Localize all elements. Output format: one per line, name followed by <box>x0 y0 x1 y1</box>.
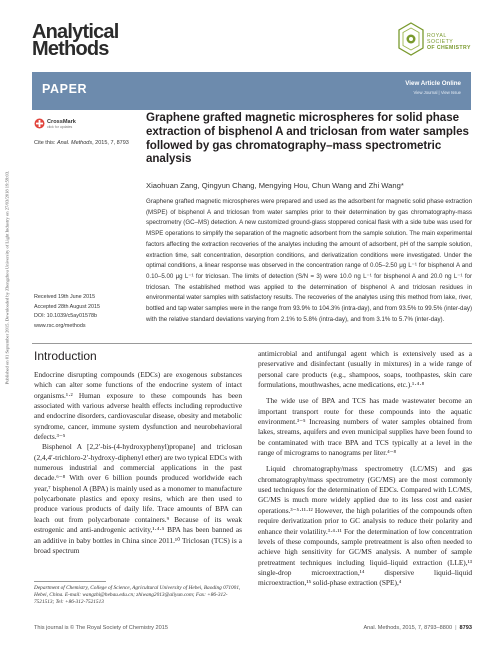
doi[interactable]: DOI: 10.1039/c5ay01578b <box>34 313 97 319</box>
article-title: Graphene grafted magnetic microspheres for solid phase extraction of bisphenol A and triclosan from water samples followed by gas chromatography–mass spectrometric analysis <box>146 111 469 166</box>
journal-title <box>32 21 182 60</box>
download-notice <box>1 80 11 480</box>
footer-citation: Anal. Methods, 2015, 7, 8793–8800 <box>363 625 453 631</box>
rsc-emblem-icon <box>398 22 424 56</box>
crossmark-subtext: click for updates <box>47 125 73 129</box>
footer-separator: | <box>455 625 457 631</box>
paragraph: Bisphenol A [2,2′-bis-(4-hydroxyphenyl)propane] and triclosan (2,4,4′-trichloro-2′-hydroxy-diphenyl ether) are two typical EDCs with numerous industrial and commercial applications in the past decade.⁶⁻⁸ With over 6 billion pounds produced worldwide each year,⁷ bisphenol A (BPA) is mainly used as a monomer to manufacture polycarbonate plastics and epoxy resins, which are then used to produce various products of daily life. Trace amounts of BPA can leach out from polycarbonate containers.⁹ Because of its weak estrogenic and anti-androgenic activity,¹·⁴·⁵ BPA has been banned as an additive in baby bottles in China since 2011.¹⁰ Triclosan (TCS) is a broad spectrum <box>34 442 242 555</box>
view-journal-issue-links[interactable]: View Journal | View Issue <box>413 90 461 95</box>
paragraph: antimicrobial and antifungal agent which is extensively used as a preservative and disinfectant (usually in mixtures) in a wide range of personal care products (e.g., shampoos, soaps, toothpastes, skin care formulations, mouthwashes, acne medications, etc.).¹·⁴·⁸ <box>258 349 472 390</box>
journal-title-line1: Analytical <box>32 21 119 43</box>
paragraph: Endocrine disrupting compounds (EDCs) are exogenous substances which can alter some functions of the endocrine system of intact organisms.¹·² Human exposure to these compounds has been associated with various adverse health effects including reproductive and endocrine disorders, cardiovascular disease, obesity and metabolic syndrome, cancer, immune system dysfunction and neurobehavioral defects.³⁻⁵ <box>34 370 242 442</box>
page-footer-citation <box>363 625 472 631</box>
author-list: Xiaohuan Zang, Qingyun Chang, Mengying Hou, Chun Wang and Zhi Wang* <box>146 181 404 190</box>
publisher-name-line2: OF CHEMISTRY <box>427 45 471 51</box>
citation-line <box>34 140 129 146</box>
accepted-date: Accepted 28th August 2015 <box>34 303 100 310</box>
publisher-name-line1: ROYAL SOCIETY <box>427 33 454 45</box>
section-heading-introduction: Introduction <box>34 349 97 363</box>
footnote-divider <box>34 581 106 582</box>
crossmark-label: CrossMark <box>47 119 76 125</box>
citation-volume: , 2015, 7, 8793 <box>92 140 129 146</box>
affiliation-footnote: Department of Chemistry, College of Science, Agricultural University of Hebei, Baoding 071001, Hebei, China. E-mail: wangzhi@hebau.edu.cn; zhiwang2013@aliyun.com; Fax: +86-312-7521513; Tel: +86-312-7521513 <box>34 585 241 606</box>
abstract: Graphene grafted magnetic microspheres were prepared and used as the adsorbent for magnetic solid phase extraction (MSPE) of bisphenol A and triclosan from water samples prior to their determination by gas chromatography-mass spectrometry (GC–MS) detection. A new customized ground-glass stoppered conical flask with a side tube was used for MSPE operations to simplify the separation of the magnetic adsorbent from the sample solution. The main experimental factors affecting the extraction recoveries of the analytes including the amount of adsorbent, pH of the sample solution, extraction time, salt concentration, desorption conditions, and derivatization conditions were investigated. Under the optimal conditions, a linear response was observed in the concentration range of 0.05–2.50 μg L⁻¹ for bisphenol A and 0.10–5.00 μg L⁻¹ for triclosan. The limits of detection (S/N = 3) were 10.0 ng L⁻¹ for bisphenol A and 20.0 ng L⁻¹ for triclosan. The established method was applied to the determination of bisphenol A and triclosan residues in environmental water samples with satisfactory results. The recoveries of the analytes using this method from lake, river, bottled and tap water samples were in the range from 93.9% to 104.3% (intra-day), and from 93.5% to 99.5% (inter-day) with the relative standard deviations varying from 2.1% to 5.8% (intra-day), and from 3.1% to 5.7% (inter-day). <box>146 198 472 323</box>
crossmark-icon <box>34 118 45 129</box>
article-type-banner <box>32 72 471 110</box>
body-column-left <box>34 349 242 556</box>
journal-title-line2: Methods <box>32 38 109 60</box>
paragraph: The wide use of BPA and TCS has made wastewater become an important transport route for these compounds into the aquatic environment.³⁻⁵ Increasing numbers of water samples obtained from lakes, streams, aquifers and even municipal supplies have been found to be contaminated with trace BPA and TCS typically at a level in the range of micrograms to nanograms per liter.⁴⁻⁸ <box>258 396 472 458</box>
copyright-notice: This journal is © The Royal Society of Chemistry 2015 <box>34 625 168 631</box>
citation-journal: Anal. Methods <box>56 140 93 146</box>
body-column-right <box>258 349 472 589</box>
paragraph: Liquid chromatography/mass spectrometry (LC/MS) and gas chromatography/mass spectrometry (GC/MS) are the most commonly used techniques for the determination of EDCs. Compared with LC/MS, GC/MS is much more widely applied due to its less cost and easier operations.³⁻⁵·¹¹·¹² However, the high polarities of the compounds often require derivatization prior to GC analysis to reduce their polarity and enhance their volatility.³·⁴·¹¹ For the determination of low concentration levels of these compounds, sample pretreatment is also often needed to achieve high sensitivity for GC/MS analysis. A number of sample pretreatment techniques including liquid–liquid extraction (LLE),¹³ single-drop microextraction,¹⁴ dispersive liquid–liquid microextraction,¹⁵ solid-phase extraction (SPE),⁴ <box>258 464 472 588</box>
journal-url[interactable]: www.rsc.org/methods <box>34 322 86 329</box>
received-date: Received 19th June 2015 <box>34 294 96 300</box>
article-type-label: PAPER <box>42 82 88 96</box>
view-article-online-link[interactable]: View Article Online <box>405 80 461 87</box>
publisher-logo <box>398 22 470 62</box>
section-divider <box>32 343 472 344</box>
crossmark-badge[interactable] <box>34 118 86 130</box>
citation-prefix: Cite this: <box>34 140 57 146</box>
article-history <box>34 293 138 331</box>
publisher-name <box>427 33 473 51</box>
page-number: 8793 <box>459 625 472 631</box>
download-notice-text: Published on 01 September 2015. Downloaded by Zhengzhou University of Light Industry on 27/03/2018 19:59:03. <box>4 170 10 385</box>
